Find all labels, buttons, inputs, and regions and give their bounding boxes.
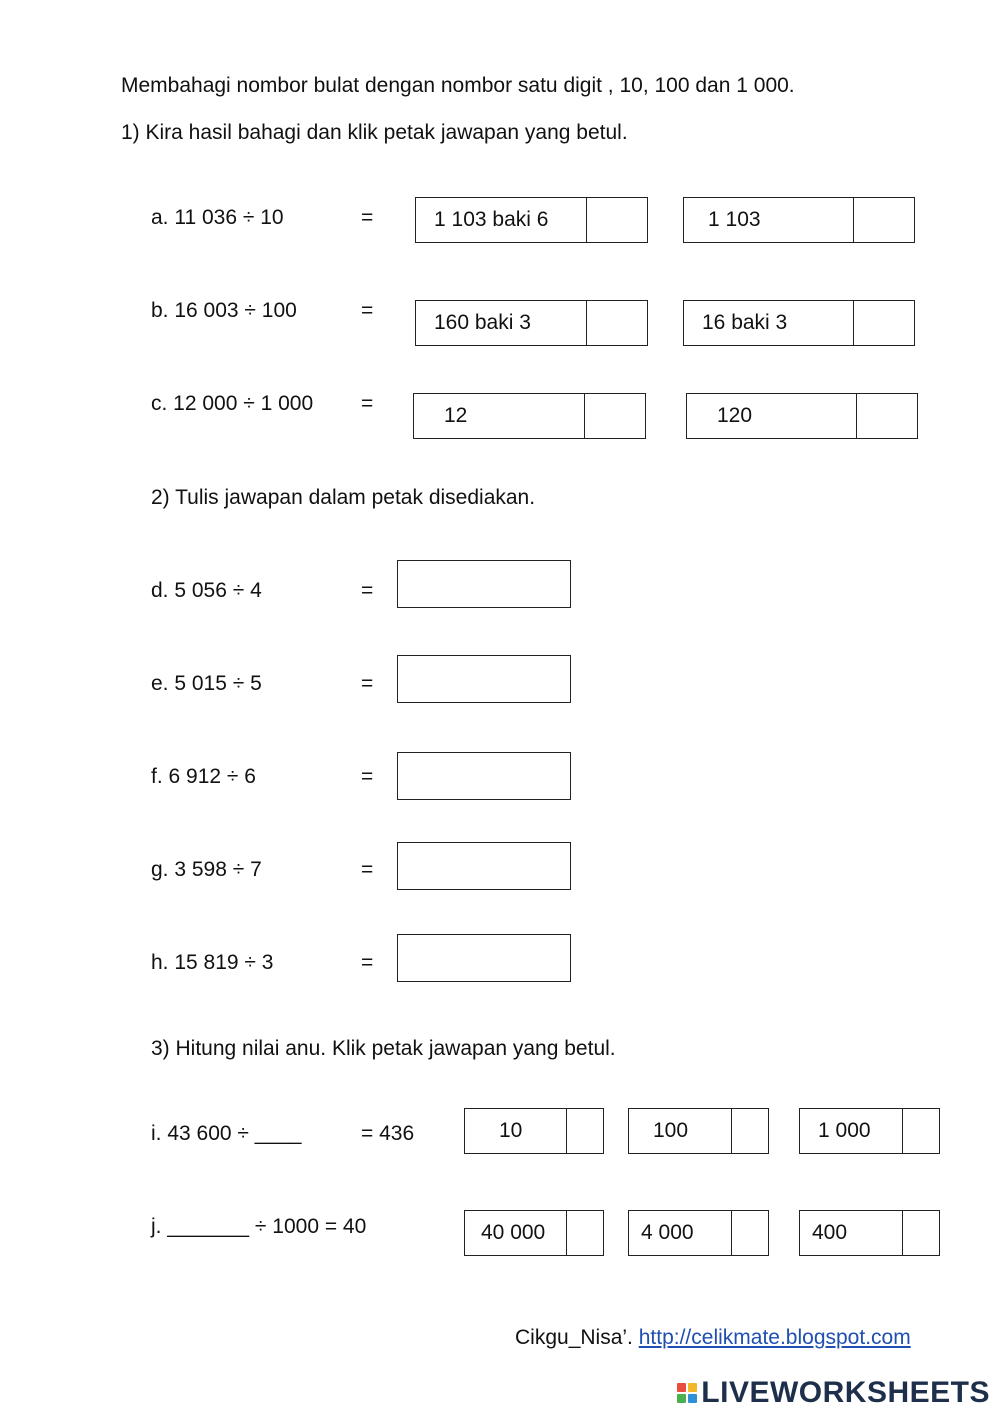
answer-input-e[interactable]: [397, 655, 571, 703]
answer-option-text: 10: [499, 1119, 523, 1142]
answer-input-d[interactable]: [397, 560, 571, 608]
blog-link[interactable]: http://celikmate.blogspot.com: [638, 1326, 911, 1349]
answer-checkbox[interactable]: [902, 1109, 939, 1153]
footer-credit: [515, 1326, 911, 1350]
answer-option-text: 1 103 baki 6: [434, 208, 549, 231]
question-g-equals: =: [361, 858, 374, 881]
question-c-label: c. 12 000 ÷ 1 000: [151, 392, 314, 415]
answer-option-j-3[interactable]: [799, 1210, 940, 1256]
liveworksheets-logo-icon: [677, 1383, 697, 1403]
question-c-equals: =: [361, 392, 374, 415]
question-i-label: i. 43 600 ÷ ____: [151, 1122, 302, 1145]
answer-checkbox[interactable]: [902, 1211, 939, 1255]
answer-checkbox[interactable]: [731, 1211, 768, 1255]
answer-checkbox[interactable]: [566, 1211, 603, 1255]
author-credit: Cikgu_Nisa’.: [515, 1326, 633, 1349]
answer-option-c-2[interactable]: [686, 393, 918, 439]
answer-option-i-2[interactable]: [628, 1108, 769, 1154]
question-1-heading: 1) Kira hasil bahagi dan klik petak jawapan yang betul.: [121, 121, 628, 144]
question-b-label: b. 16 003 ÷ 100: [151, 299, 297, 322]
answer-option-j-2[interactable]: [628, 1210, 769, 1256]
answer-option-a-1[interactable]: [415, 197, 648, 243]
question-a-equals: =: [361, 206, 374, 229]
answer-option-b-1[interactable]: [415, 300, 648, 346]
question-h-label: h. 15 819 ÷ 3: [151, 951, 274, 974]
question-f-label: f. 6 912 ÷ 6: [151, 765, 256, 788]
answer-option-text: 100: [653, 1119, 689, 1142]
answer-option-text: 12: [444, 404, 468, 427]
question-3-heading: 3) Hitung nilai anu. Klik petak jawapan yang betul.: [151, 1037, 616, 1060]
answer-option-text: 1 000: [818, 1119, 871, 1142]
answer-option-text: 1 103: [708, 208, 761, 231]
answer-option-text: 120: [717, 404, 753, 427]
answer-input-g[interactable]: [397, 842, 571, 890]
question-b-equals: =: [361, 299, 374, 322]
question-f-equals: =: [361, 765, 374, 788]
answer-checkbox[interactable]: [586, 301, 647, 345]
question-h-equals: =: [361, 951, 374, 974]
question-j-label: j. _______ ÷ 1000 = 40: [151, 1215, 367, 1238]
answer-option-i-3[interactable]: [799, 1108, 940, 1154]
liveworksheets-brand[interactable]: [677, 1376, 990, 1410]
answer-checkbox[interactable]: [731, 1109, 768, 1153]
question-e-equals: =: [361, 672, 374, 695]
answer-option-i-1[interactable]: [464, 1108, 604, 1154]
answer-option-j-1[interactable]: [464, 1210, 604, 1256]
question-e-label: e. 5 015 ÷ 5: [151, 672, 262, 695]
question-i-equals: = 436: [361, 1122, 415, 1145]
answer-input-f[interactable]: [397, 752, 571, 800]
question-g-label: g. 3 598 ÷ 7: [151, 858, 262, 881]
answer-option-text: 160 baki 3: [434, 311, 531, 334]
answer-checkbox[interactable]: [584, 394, 645, 438]
question-d-equals: =: [361, 579, 374, 602]
answer-option-text: 16 baki 3: [702, 311, 788, 334]
brand-name: LIVEWORKSHEETS: [701, 1376, 990, 1409]
answer-option-text: 400: [812, 1221, 848, 1244]
answer-option-c-1[interactable]: [413, 393, 646, 439]
worksheet-title: Membahagi nombor bulat dengan nombor satu digit , 10, 100 dan 1 000.: [121, 74, 795, 97]
answer-checkbox[interactable]: [856, 394, 917, 438]
answer-option-a-2[interactable]: [683, 197, 915, 243]
answer-input-h[interactable]: [397, 934, 571, 982]
answer-checkbox[interactable]: [566, 1109, 603, 1153]
question-2-heading: 2) Tulis jawapan dalam petak disediakan.: [151, 486, 536, 509]
question-a-label: a. 11 036 ÷ 10: [151, 206, 284, 229]
answer-checkbox[interactable]: [586, 198, 647, 242]
answer-option-text: 40 000: [481, 1221, 546, 1244]
answer-option-text: 4 000: [641, 1221, 694, 1244]
question-d-label: d. 5 056 ÷ 4: [151, 579, 262, 602]
answer-checkbox[interactable]: [853, 198, 914, 242]
answer-option-b-2[interactable]: [683, 300, 915, 346]
answer-checkbox[interactable]: [853, 301, 914, 345]
